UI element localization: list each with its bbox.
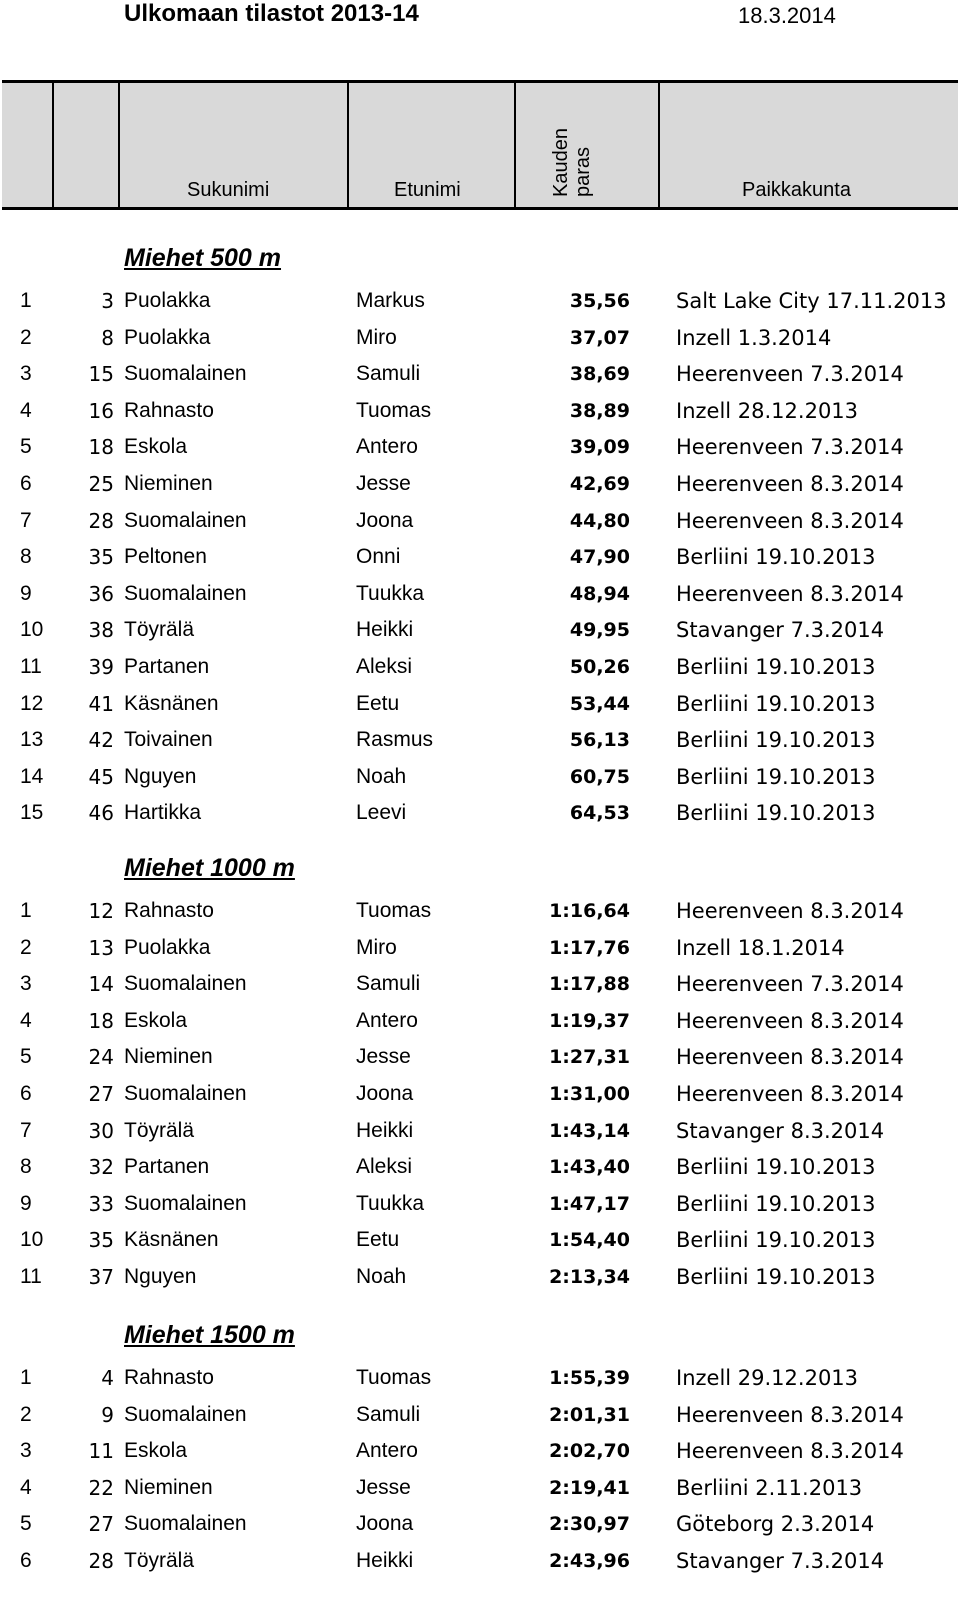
skater-number-cell: 32 (88, 1155, 114, 1180)
table-row (0, 356, 960, 392)
firstname-cell: Aleksi (356, 1155, 413, 1179)
firstname-cell: Jesse (356, 1045, 411, 1069)
skater-number-cell: 11 (88, 1439, 114, 1464)
skater-number-cell: 18 (88, 435, 114, 460)
place-date-cell: Göteborg 2.3.2014 (676, 1512, 875, 1537)
table-row (0, 1113, 960, 1149)
place-date-cell: Heerenveen 8.3.2014 (676, 1439, 904, 1464)
place-date-cell: Salt Lake City 17.11.2013 (676, 289, 947, 313)
firstname-cell: Tuomas (356, 899, 432, 922)
season-best-cell: 37,07 (569, 326, 630, 349)
firstname-cell: Heikki (356, 1118, 414, 1142)
rank-cell: 11 (20, 1265, 42, 1288)
rank-cell: 9 (20, 1191, 32, 1215)
skater-number-cell: 37 (88, 1265, 114, 1289)
season-best-cell: 1:54,40 (549, 1229, 630, 1252)
season-best-cell: 60,75 (569, 765, 630, 788)
season-best-cell: 47,90 (569, 546, 630, 569)
place-date-cell: Heerenveen 7.3.2014 (676, 972, 904, 997)
table-row (0, 930, 960, 966)
rank-cell: 2 (20, 935, 32, 959)
skater-number-cell: 42 (88, 728, 114, 753)
place-date-cell: Inzell 18.1.2014 (676, 935, 845, 960)
rank-cell: 5 (20, 1045, 32, 1069)
skater-number-cell: 38 (88, 618, 114, 643)
surname-cell: Hartikka (124, 801, 202, 825)
place-date-cell: Heerenveen 8.3.2014 (676, 899, 904, 923)
season-best-cell: 1:17,88 (549, 973, 630, 996)
surname-cell: Eskola (124, 435, 188, 459)
section-title: Miehet 1500 m (124, 1321, 295, 1349)
firstname-cell: Antero (356, 1439, 418, 1463)
table-row (0, 1039, 960, 1075)
section-title: Miehet 1000 m (124, 854, 295, 882)
skater-number-cell: 27 (88, 1082, 114, 1106)
page-title: Ulkomaan tilastot 2013-14 (124, 0, 419, 27)
table-row (0, 466, 960, 502)
firstname-cell: Tuomas (356, 1366, 432, 1389)
surname-cell: Suomalainen (124, 972, 247, 996)
surname-cell: Partanen (124, 1155, 210, 1179)
skater-number-cell: 24 (88, 1045, 114, 1070)
rank-cell: 4 (20, 1475, 32, 1499)
header-surname: Sukunimi (187, 179, 270, 201)
table-row (0, 1543, 960, 1579)
surname-cell: Puolakka (124, 935, 211, 959)
season-best-cell: 44,80 (569, 509, 630, 532)
rank-cell: 7 (20, 1118, 32, 1142)
table-row (0, 283, 960, 319)
surname-cell: Eskola (124, 1008, 188, 1032)
skater-number-cell: 18 (88, 1008, 114, 1033)
rank-cell: 6 (20, 472, 32, 495)
table-row (0, 1259, 960, 1295)
rank-cell: 1 (20, 899, 32, 922)
table-row (0, 393, 960, 429)
firstname-cell: Aleksi (356, 655, 413, 678)
place-date-cell: Inzell 29.12.2013 (676, 1366, 859, 1390)
place-date-cell: Berliini 19.10.2013 (676, 691, 876, 716)
table-row (0, 1003, 960, 1039)
skater-number-cell: 46 (88, 801, 114, 826)
firstname-cell: Miro (356, 325, 397, 349)
place-date-cell: Berliini 19.10.2013 (676, 545, 876, 570)
season-best-cell: 1:16,64 (549, 900, 630, 922)
surname-cell: Suomalainen (124, 581, 247, 605)
skater-number-cell: 30 (88, 1118, 114, 1143)
firstname-cell: Noah (356, 764, 407, 788)
season-best-cell: 38,69 (569, 363, 630, 386)
rank-cell: 2 (20, 1402, 32, 1426)
firstname-cell: Joona (356, 508, 414, 532)
surname-cell: Käsnänen (124, 1228, 219, 1252)
season-best-cell: 35,56 (569, 290, 630, 312)
firstname-cell: Heikki (356, 618, 414, 642)
surname-cell: Rahnasto (124, 1366, 214, 1389)
rank-cell: 10 (20, 1228, 44, 1252)
table-row (0, 649, 960, 685)
firstname-cell: Tuukka (356, 581, 425, 605)
firstname-cell: Samuli (356, 362, 421, 386)
skater-number-cell: 3 (101, 289, 114, 313)
season-best-cell: 1:17,76 (549, 936, 630, 959)
rank-cell: 8 (20, 1155, 32, 1179)
header-divider (514, 83, 516, 207)
place-date-cell: Berliini 19.10.2013 (676, 764, 876, 789)
surname-cell: Nieminen (124, 472, 213, 495)
skater-number-cell: 33 (88, 1191, 114, 1216)
place-date-cell: Stavanger 7.3.2014 (676, 1549, 885, 1573)
season-best-cell: 1:27,31 (549, 1046, 630, 1069)
season-best-cell: 56,13 (569, 729, 630, 752)
place-date-cell: Heerenveen 7.3.2014 (676, 435, 904, 460)
section-title: Miehet 500 m (124, 244, 282, 272)
rank-cell: 15 (20, 801, 44, 825)
skater-number-cell: 12 (88, 899, 114, 923)
rank-cell: 9 (20, 581, 32, 605)
season-best-cell: 1:43,40 (549, 1156, 630, 1179)
season-best-cell: 42,69 (569, 473, 630, 495)
surname-cell: Töyrälä (124, 1549, 195, 1572)
rank-cell: 4 (20, 398, 32, 422)
firstname-cell: Leevi (356, 801, 407, 825)
table-row (0, 893, 960, 929)
table-row (0, 1186, 960, 1222)
surname-cell: Suomalainen (124, 362, 247, 386)
season-best-cell: 49,95 (569, 619, 630, 642)
firstname-cell: Eetu (356, 1228, 400, 1252)
table-row (0, 1076, 960, 1112)
place-date-cell: Stavanger 7.3.2014 (676, 618, 885, 643)
table-row (0, 576, 960, 612)
header-divider (658, 83, 660, 207)
skater-number-cell: 39 (88, 655, 114, 679)
table-row (0, 539, 960, 575)
rank-cell: 3 (20, 972, 32, 996)
season-best-cell: 2:01,31 (549, 1403, 630, 1426)
rank-cell: 5 (20, 1512, 32, 1536)
table-row (0, 1222, 960, 1258)
firstname-cell: Jesse (356, 472, 411, 495)
surname-cell: Suomalainen (124, 1082, 247, 1105)
season-best-cell: 2:30,97 (549, 1513, 630, 1536)
surname-cell: Suomalainen (124, 1512, 247, 1536)
skater-number-cell: 15 (88, 362, 114, 387)
firstname-cell: Heikki (356, 1549, 414, 1572)
header-place: Paikkakunta (742, 179, 851, 201)
table-row (0, 966, 960, 1002)
rank-cell: 3 (20, 1439, 32, 1463)
season-best-cell: 1:19,37 (549, 1009, 630, 1032)
season-best-cell: 1:31,00 (549, 1083, 630, 1105)
surname-cell: Suomalainen (124, 1402, 247, 1426)
surname-cell: Rahnasto (124, 398, 214, 422)
skater-number-cell: 45 (88, 764, 114, 789)
table-row (0, 1149, 960, 1185)
season-best-cell: 2:19,41 (549, 1476, 630, 1499)
skater-number-cell: 14 (88, 972, 114, 997)
table-row (0, 612, 960, 648)
table-row (0, 503, 960, 539)
table-row (0, 1470, 960, 1506)
skater-number-cell: 35 (88, 1228, 114, 1253)
rank-cell: 6 (20, 1549, 32, 1572)
surname-cell: Peltonen (124, 545, 207, 569)
firstname-cell: Samuli (356, 1402, 421, 1426)
place-date-cell: Berliini 19.10.2013 (676, 1265, 876, 1289)
firstname-cell: Tuomas (356, 398, 432, 422)
rank-cell: 3 (20, 362, 32, 386)
table-row (0, 320, 960, 356)
table-row (0, 1360, 960, 1396)
season-best-cell: 2:02,70 (549, 1440, 630, 1463)
place-date-cell: Heerenveen 8.3.2014 (676, 1045, 904, 1070)
rank-cell: 7 (20, 508, 32, 532)
rank-cell: 1 (20, 289, 32, 312)
season-best-cell: 1:55,39 (549, 1367, 630, 1389)
place-date-cell: Berliini 19.10.2013 (676, 801, 876, 826)
surname-cell: Nguyen (124, 1265, 197, 1288)
skater-number-cell: 27 (88, 1512, 114, 1537)
surname-cell: Nguyen (124, 764, 197, 788)
surname-cell: Partanen (124, 655, 210, 678)
place-date-cell: Berliini 19.10.2013 (676, 1228, 876, 1253)
rank-cell: 10 (20, 618, 44, 642)
table-row (0, 722, 960, 758)
skater-number-cell: 36 (88, 581, 114, 606)
skater-number-cell: 22 (88, 1475, 114, 1500)
surname-cell: Töyrälä (124, 618, 195, 642)
table-row (0, 759, 960, 795)
surname-cell: Töyrälä (124, 1118, 195, 1142)
surname-cell: Nieminen (124, 1475, 213, 1499)
rank-cell: 6 (20, 1082, 32, 1105)
rank-cell: 12 (20, 691, 44, 715)
place-date-cell: Heerenveen 8.3.2014 (676, 1008, 904, 1033)
season-best-cell: 64,53 (569, 802, 630, 825)
table-row (0, 1433, 960, 1469)
skater-number-cell: 9 (101, 1402, 114, 1427)
firstname-cell: Antero (356, 435, 418, 459)
surname-cell: Rahnasto (124, 899, 214, 922)
firstname-cell: Noah (356, 1265, 407, 1288)
surname-cell: Nieminen (124, 1045, 213, 1069)
place-date-cell: Heerenveen 7.3.2014 (676, 362, 904, 387)
season-best-cell: 1:47,17 (549, 1192, 630, 1215)
report-date: 18.3.2014 (738, 3, 836, 28)
table-row (0, 795, 960, 831)
season-best-cell: 2:43,96 (549, 1550, 630, 1572)
table-row (0, 1397, 960, 1433)
place-date-cell: Heerenveen 8.3.2014 (676, 1082, 904, 1106)
surname-cell: Eskola (124, 1439, 188, 1463)
place-date-cell: Inzell 28.12.2013 (676, 398, 859, 423)
surname-cell: Käsnänen (124, 691, 219, 715)
season-best-cell: 38,89 (569, 399, 630, 422)
rank-cell: 14 (20, 764, 44, 788)
firstname-cell: Joona (356, 1512, 414, 1536)
skater-number-cell: 13 (88, 935, 114, 960)
firstname-cell: Markus (356, 289, 425, 312)
season-best-cell: 53,44 (569, 692, 630, 715)
firstname-cell: Eetu (356, 691, 400, 715)
skater-number-cell: 25 (88, 472, 114, 496)
place-date-cell: Berliini 2.11.2013 (676, 1475, 863, 1500)
skater-number-cell: 35 (88, 545, 114, 570)
place-date-cell: Inzell 1.3.2014 (676, 325, 832, 350)
skater-number-cell: 41 (88, 691, 114, 716)
header-divider (118, 83, 120, 207)
table-row (0, 429, 960, 465)
surname-cell: Toivainen (124, 728, 213, 752)
header-divider (52, 83, 54, 207)
place-date-cell: Berliini 19.10.2013 (676, 728, 876, 753)
skater-number-cell: 28 (88, 508, 114, 533)
skater-number-cell: 4 (101, 1366, 114, 1390)
firstname-cell: Samuli (356, 972, 421, 996)
season-best-cell: 48,94 (569, 582, 630, 605)
place-date-cell: Berliini 19.10.2013 (676, 1155, 876, 1180)
firstname-cell: Joona (356, 1082, 414, 1105)
header-firstname: Etunimi (394, 179, 461, 201)
place-date-cell: Heerenveen 8.3.2014 (676, 472, 904, 496)
place-date-cell: Heerenveen 8.3.2014 (676, 1402, 904, 1427)
rank-cell: 13 (20, 728, 44, 752)
surname-cell: Suomalainen (124, 1191, 247, 1215)
skater-number-cell: 8 (101, 325, 114, 350)
firstname-cell: Onni (356, 545, 401, 569)
rank-cell: 11 (20, 655, 42, 678)
rank-cell: 1 (20, 1366, 32, 1389)
firstname-cell: Jesse (356, 1475, 411, 1499)
skater-number-cell: 28 (88, 1549, 114, 1573)
rank-cell: 4 (20, 1008, 32, 1032)
place-date-cell: Heerenveen 8.3.2014 (676, 581, 904, 606)
place-date-cell: Stavanger 8.3.2014 (676, 1118, 885, 1143)
rank-cell: 8 (20, 545, 32, 569)
header-divider (347, 83, 349, 207)
surname-cell: Puolakka (124, 325, 211, 349)
firstname-cell: Antero (356, 1008, 418, 1032)
rank-cell: 5 (20, 435, 32, 459)
title-row (0, 0, 960, 30)
firstname-cell: Tuukka (356, 1191, 425, 1215)
table-row (0, 686, 960, 722)
place-date-cell: Berliini 19.10.2013 (676, 655, 876, 679)
place-date-cell: Heerenveen 8.3.2014 (676, 508, 904, 533)
season-best-cell: 1:43,14 (549, 1119, 630, 1142)
firstname-cell: Miro (356, 935, 397, 959)
firstname-cell: Rasmus (356, 728, 434, 752)
surname-cell: Puolakka (124, 289, 211, 312)
skater-number-cell: 16 (88, 398, 114, 423)
surname-cell: Suomalainen (124, 508, 247, 532)
table-row (0, 1506, 960, 1542)
table-header (2, 80, 958, 210)
header-season-best: Kauden paras (550, 128, 594, 197)
rank-cell: 2 (20, 325, 32, 349)
place-date-cell: Berliini 19.10.2013 (676, 1191, 876, 1216)
season-best-cell: 39,09 (569, 436, 630, 459)
season-best-cell: 50,26 (569, 656, 630, 678)
season-best-cell: 2:13,34 (549, 1266, 630, 1288)
